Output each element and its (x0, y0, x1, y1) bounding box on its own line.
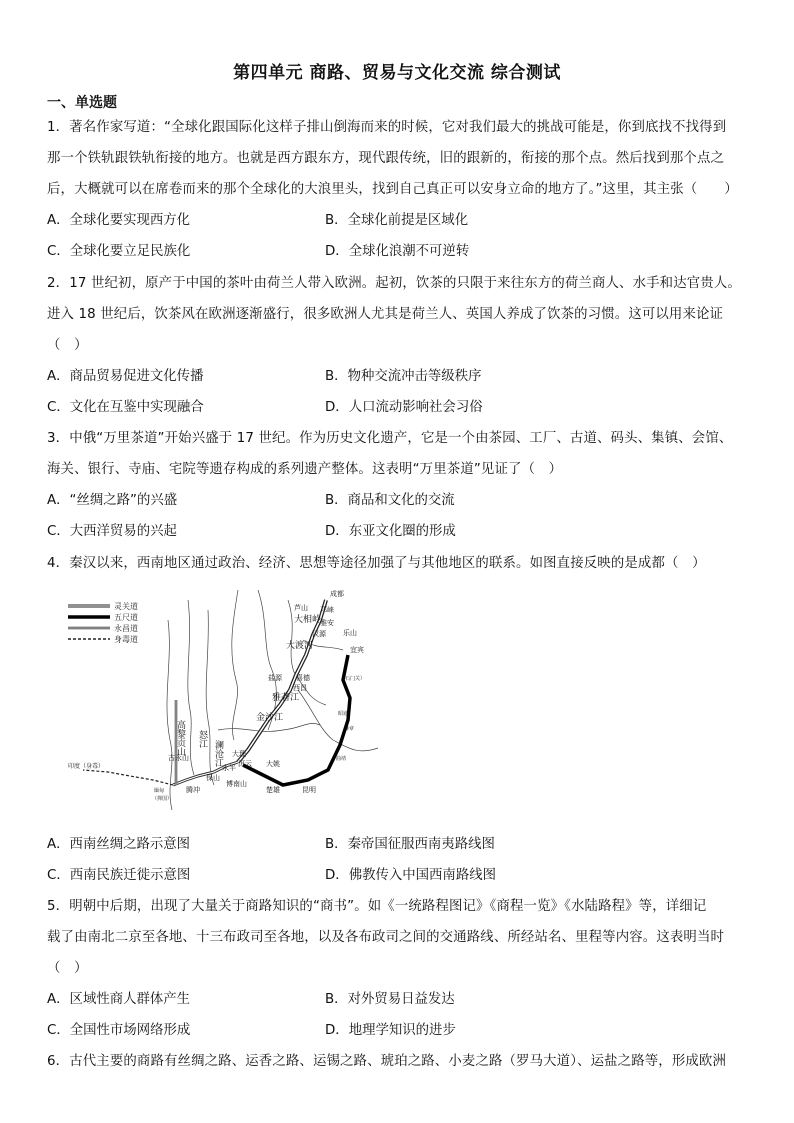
route-shendu (83, 770, 173, 785)
option-d[interactable]: D．全球化浪潮不可逆转 (325, 244, 470, 260)
question-6-stem (47, 1046, 752, 1077)
question-line: 1．著名作家写道：“全球化跟国际化这样子排山倒海而来的时候，它对我们最大的挑战可能是，你到底找不找得到 (47, 120, 727, 135)
label-yanyuan: 盐源 (268, 674, 282, 682)
label-yalong: 雅砻江 (272, 693, 300, 703)
label-shimenguan: （石门关） (340, 676, 366, 682)
label-bonan: 博南山 (226, 780, 247, 788)
label-gulang: 古永山 (168, 754, 189, 762)
question-1-options (47, 205, 752, 267)
label-baoshan: 保山 (206, 774, 220, 782)
question-line: 2．17 世纪初，原产于中国的茶叶由荷兰人带入欧洲。起初，饮茶的只限于来往东方的荷兰商人、水手和达官贵人。 (47, 276, 741, 291)
option-c[interactable]: C．西南民族迁徙示意图 (47, 868, 191, 884)
option-d[interactable]: D．东亚文化圈的形成 (325, 524, 456, 540)
label-zhaotong: 昭通 (338, 711, 349, 717)
question-line: （ ） (47, 961, 88, 977)
question-line: 进入 18 世纪后，饮茶风在欧洲逐渐盛行，很多欧洲人尤其是荷兰人、英国人养成了饮茶的习惯。这可以用来论证 (47, 307, 724, 323)
question-line: 3．中俄“万里茶道”开始兴盛于 17 世纪。作为历史文化遗产，它是一个由茶园、工厂、古道、码头、集镇、会馆、 (47, 431, 733, 446)
label-eryun: 洱云 (238, 760, 252, 768)
option-b[interactable]: B．物种交流冲击等级秩序 (325, 369, 482, 384)
label-jinsha: 金沙江 (256, 713, 284, 723)
question-line: （ ） (47, 338, 88, 354)
question-4-stem (47, 548, 752, 579)
label-dayao: 大姚 (266, 760, 280, 768)
option-c[interactable]: C．全国性市场网络形成 (47, 1023, 191, 1039)
label-linqiong: 邛崃 (320, 606, 334, 614)
option-c[interactable]: C．大西洋贸易的兴起 (47, 524, 177, 540)
question-line: 5．明朝中后期，出现了大量关于商路知识的“商书”。如《一统路程图记》《商程一览》《水陆路程》等，详细记 (47, 899, 707, 914)
question-1-stem (47, 112, 752, 206)
question-line: 后，大概就可以在席卷而来的那个全球化的大浪里头，找到自己真正可以安身立命的地方了。”这里，其主张（ ） (47, 182, 738, 198)
label-india: 印度（身毒） (68, 763, 105, 770)
label-burma: 缅甸 (154, 788, 165, 794)
page-title: 第四单元 商路、贸易与文化交流 综合测试 (233, 63, 561, 83)
label-dali: 大理 (232, 750, 246, 758)
option-b[interactable]: B．对外贸易日益发达 (325, 992, 455, 1007)
map-legend (68, 601, 138, 644)
option-a[interactable]: A．全球化要实现西方化 (47, 213, 191, 228)
label-hezhang: 赫章 (344, 726, 355, 732)
question-line: 载了由南北二京至各地、十三布政司至各地，以及各布政司之间的交通路线、所经站名、里程等内容。这表明当时 (47, 930, 725, 946)
legend-wuchi: 五尺道 (114, 613, 138, 622)
option-b[interactable]: B．全球化前提是区域化 (325, 213, 469, 228)
legend-yongchang: 永昌道 (114, 624, 138, 633)
legend-shendu: 身毒道 (114, 635, 138, 644)
option-c[interactable]: C．文化在互鉴中实现融合 (47, 400, 204, 416)
question-5-options (47, 984, 752, 1046)
section-heading: 一、单选题 (47, 95, 117, 111)
label-xichang: 西昌 (293, 684, 307, 692)
southwest-silk-road-map (58, 580, 408, 830)
option-b[interactable]: B．商品和文化的交流 (325, 493, 455, 508)
label-chengdu: 成都 (330, 590, 344, 598)
label-leshan: 乐山 (343, 629, 357, 637)
label-shanguo: （掸国） (152, 796, 173, 802)
question-4-options (47, 829, 752, 891)
option-d[interactable]: D．人口流动影响社会习俗 (325, 400, 483, 416)
question-line: 6．古代主要的商路有丝绸之路、运香之路、运锡之路、琥珀之路、小麦之路（罗马大道）、运盐之路等，形成欧洲 (47, 1054, 726, 1069)
question-3-options (47, 485, 752, 547)
option-b[interactable]: B．秦帝国征服西南夷路线图 (325, 837, 495, 852)
label-kunming: 昆明 (302, 786, 316, 794)
option-a[interactable]: A．西南丝绸之路示意图 (47, 837, 191, 852)
label-nujiang: 怒江 (197, 730, 207, 748)
option-c[interactable]: C．全球化要立足民族化 (47, 244, 191, 260)
label-yaan: 雅安 (320, 619, 334, 627)
question-5-stem (47, 891, 752, 985)
label-daxiangling: 大相岭 (294, 615, 322, 625)
option-a[interactable]: A．区域性商人群体产生 (47, 992, 191, 1007)
option-d[interactable]: D．佛教传入中国西南路线图 (325, 868, 496, 884)
legend-lingguan: 灵关道 (114, 602, 138, 611)
label-xide: 喜德 (296, 674, 310, 682)
question-line: 海关、银行、寺庙、宅院等遗存构成的系列遗产整体。这表明“万里茶道”见证了（ ） (47, 462, 563, 478)
label-chuxiong: 楚雄 (266, 786, 280, 794)
label-qujing: 曲靖 (336, 756, 347, 762)
question-line: 那一个铁轨跟铁轨衔接的地方。也就是西方跟东方，现代跟传统，旧的跟新的，衔接的那个点。然后找到那个点之 (47, 151, 725, 167)
label-hanyuan: 汉源 (312, 630, 326, 638)
question-line: 4．秦汉以来，西南地区通过政治、经济、思想等途径加强了与其他地区的联系。如图直接反映的是成都（ ） (47, 556, 706, 571)
label-gaoligong: 高黎贡山 (175, 720, 185, 756)
label-yongping: 永平 (222, 764, 236, 772)
label-yibin: 宜宾 (350, 646, 364, 654)
question-2-options (47, 361, 752, 423)
label-lushan: 芦山 (294, 604, 308, 612)
question-2-stem (47, 268, 752, 362)
option-a[interactable]: A．“丝绸之路”的兴盛 (47, 493, 178, 508)
label-dadu: 大渡河 (286, 641, 314, 651)
label-tengchong: 腾冲 (186, 786, 200, 794)
option-d[interactable]: D．地理学知识的进步 (325, 1023, 456, 1039)
question-3-stem (47, 423, 752, 485)
option-a[interactable]: A．商品贸易促进文化传播 (47, 369, 204, 384)
label-lancang: 澜沧江 (213, 740, 223, 767)
